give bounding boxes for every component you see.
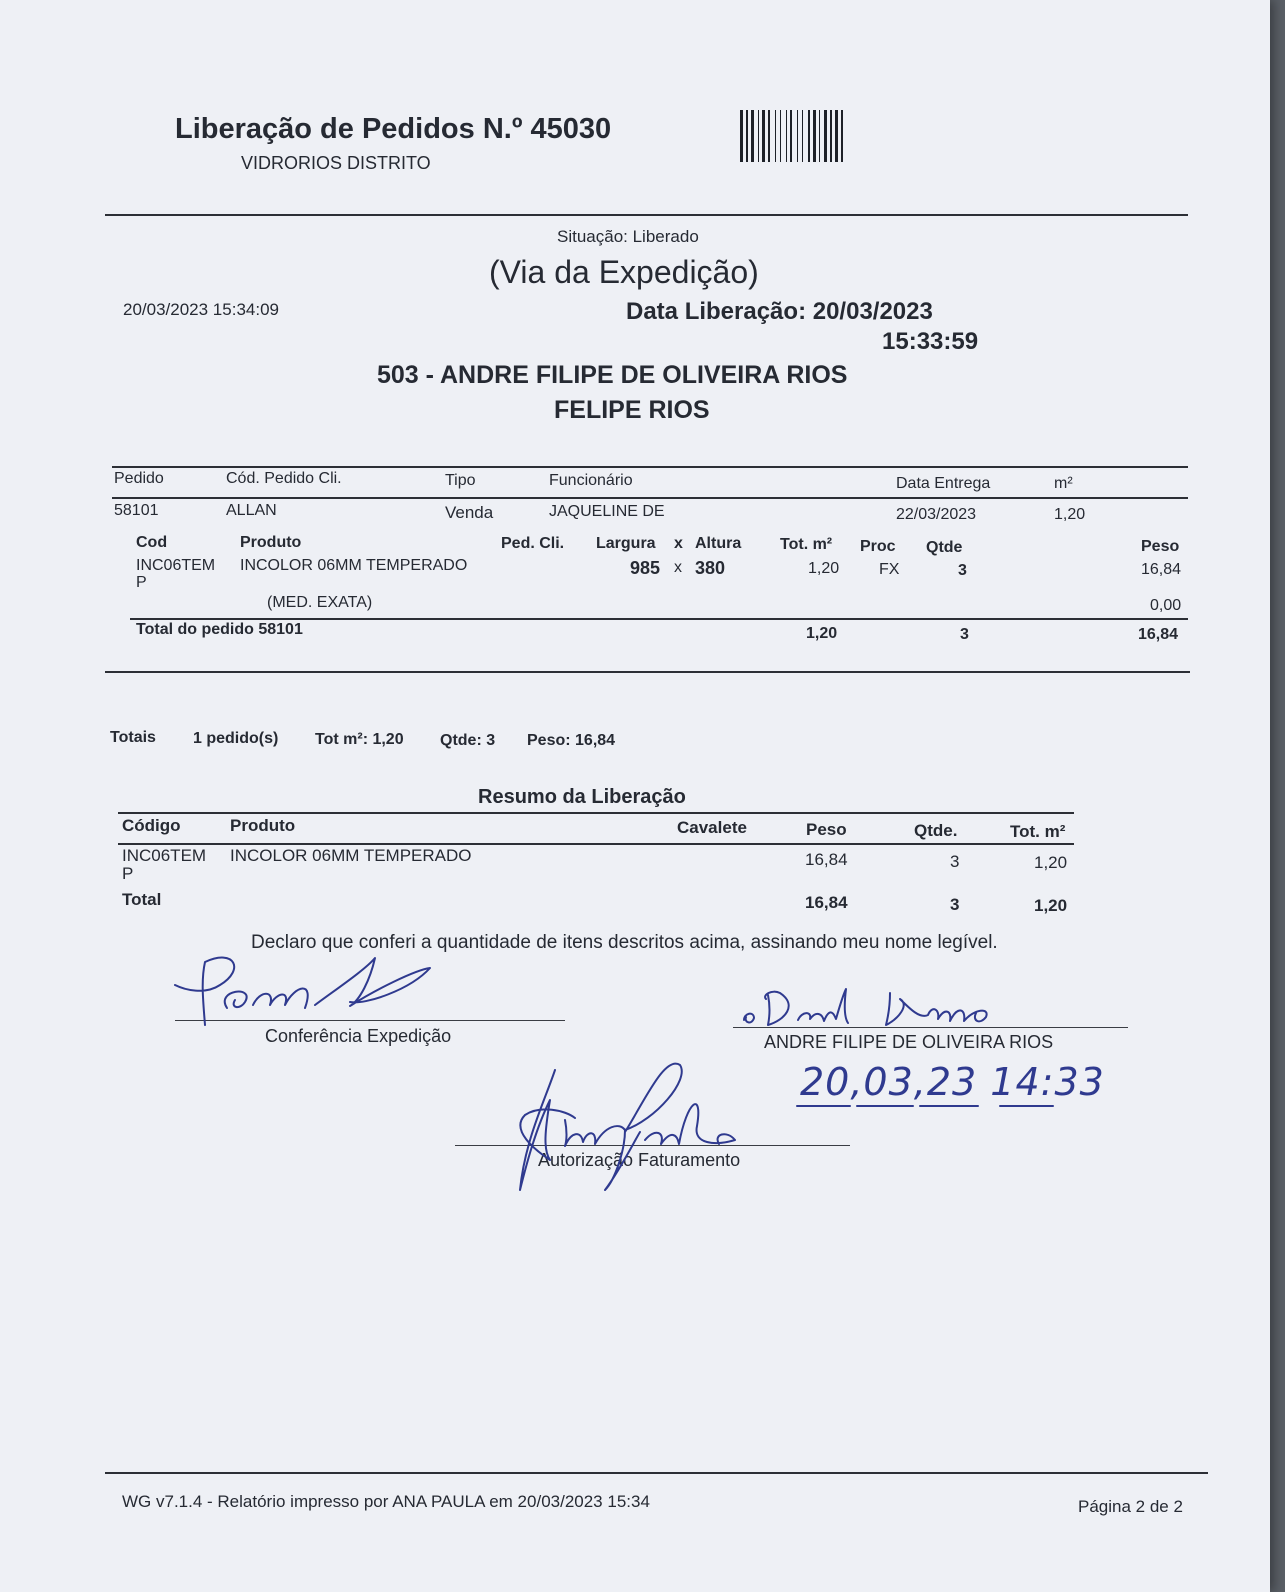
item-produto: INCOLOR 06MM TEMPERADO [240, 557, 468, 574]
item-note: (MED. EXATA) [267, 594, 373, 611]
summary-qtde: 3 [950, 852, 960, 871]
release-date: Data Liberação: 20/03/2023 [626, 298, 933, 325]
item-qtde: 3 [958, 562, 967, 579]
item-cod-line1: INC06TEM [136, 557, 216, 574]
autorizacao-label: Autorização Faturamento [538, 1150, 741, 1170]
summary-header-qtde: Qtde. [914, 821, 958, 840]
col-header-data-entrega: Data Entrega [896, 475, 991, 492]
summary-total-tot-m2: 1,20 [1034, 896, 1068, 915]
summary-peso: 16,84 [805, 850, 848, 869]
order-tipo: Venda [445, 503, 494, 522]
col-header-m2: m² [1054, 475, 1073, 492]
company-name: VIDRORIOS DISTRITO [241, 153, 431, 173]
item-total-rule [130, 618, 1188, 620]
order-pedido: 58101 [114, 502, 159, 519]
cliente-signature [740, 985, 1010, 1030]
totals-qtde: Qtde: 3 [440, 732, 496, 749]
summary-header-tot-m2: Tot. m² [1010, 822, 1066, 841]
order-funcionario: JAQUELINE DE [549, 503, 665, 520]
item-peso: 16,84 [1141, 561, 1182, 578]
order-m2: 1,20 [1054, 506, 1086, 523]
footer-rule [105, 1472, 1208, 1474]
item-header-proc: Proc [860, 538, 896, 555]
item-header-qtde: Qtde [926, 539, 963, 556]
item-header-tot-m2: Tot. m² [780, 536, 833, 553]
summary-total-qtde: 3 [950, 895, 960, 914]
item-header-x: x [674, 535, 683, 552]
footer-printed-by: WG v7.1.4 - Relatório impresso por ANA PAULA em 20/03/2023 15:34 [122, 1492, 650, 1511]
summary-codigo-line1: INC06TEM [122, 846, 207, 865]
document-title: Liberação de Pedidos N.º 45030 [175, 113, 612, 145]
summary-total-peso: 16,84 [805, 893, 848, 912]
client-alias: FELIPE RIOS [554, 396, 710, 424]
summary-header-codigo: Código [122, 816, 181, 835]
order-cod-pedido-cli: ALLAN [226, 502, 277, 519]
barcode [740, 110, 932, 162]
item-header-produto: Produto [240, 534, 302, 551]
col-header-tipo: Tipo [445, 472, 476, 489]
item-largura: 985 [630, 558, 661, 578]
order-total-tot-m2: 1,20 [806, 625, 838, 642]
item-note-peso: 0,00 [1150, 597, 1182, 614]
summary-tot-m2: 1,20 [1034, 853, 1068, 872]
release-time: 15:33:59 [882, 328, 979, 355]
conferencia-signature [165, 950, 455, 1030]
item-tot-m2: 1,20 [808, 560, 840, 577]
client-name: 503 - ANDRE FILIPE DE OLIVEIRA RIOS [377, 361, 848, 389]
cliente-label: ANDRE FILIPE DE OLIVEIRA RIOS [764, 1032, 1054, 1052]
col-header-cod-pedido-cli: Cód. Pedido Cli. [226, 470, 342, 487]
summary-header-produto: Produto [230, 816, 296, 835]
summary-total-label: Total [122, 890, 162, 909]
handwritten-date: 20,03,23 14:33 [800, 1060, 1105, 1104]
order-header-rule [112, 497, 1188, 499]
item-x: x [674, 559, 682, 576]
order-table-top-rule [112, 466, 1188, 468]
totals-pedidos: 1 pedido(s) [193, 730, 279, 747]
totals-tot-m2: Tot m²: 1,20 [315, 731, 404, 748]
totals-peso: Peso: 16,84 [527, 732, 616, 749]
order-total-qtde: 3 [960, 626, 969, 643]
order-data-entrega: 22/03/2023 [896, 506, 977, 523]
item-header-altura: Altura [695, 535, 742, 552]
footer-page-number: Página 2 de 2 [1078, 1497, 1183, 1516]
item-cod-line2: P [136, 574, 147, 591]
handwritten-date-underline [795, 1100, 1115, 1110]
item-header-peso: Peso [1141, 538, 1180, 555]
item-proc: FX [879, 561, 900, 578]
col-header-funcionario: Funcionário [549, 472, 633, 489]
summary-header-rule [118, 843, 1074, 845]
order-total-peso: 16,84 [1138, 626, 1179, 643]
item-header-cod: Cod [136, 534, 168, 551]
copy-type: (Via da Expedição) [489, 254, 759, 290]
summary-title: Resumo da Liberação [478, 786, 686, 808]
summary-header-peso: Peso [806, 820, 847, 839]
situation-status: Situação: Liberado [557, 227, 699, 246]
summary-top-rule [118, 812, 1074, 814]
print-timestamp: 20/03/2023 15:34:09 [123, 300, 279, 319]
summary-produto: INCOLOR 06MM TEMPERADO [230, 846, 472, 865]
autorizacao-signature [505, 1060, 755, 1200]
header-divider [105, 214, 1188, 216]
col-header-pedido: Pedido [114, 470, 164, 487]
order-total-label: Total do pedido 58101 [136, 621, 303, 638]
totals-label: Totais [110, 729, 156, 746]
item-altura: 380 [695, 558, 726, 578]
item-header-largura: Largura [596, 535, 656, 552]
summary-header-cavalete: Cavalete [677, 818, 747, 837]
conferencia-label: Conferência Expedição [265, 1026, 452, 1046]
item-header-ped-cli: Ped. Cli. [501, 535, 565, 552]
summary-codigo-line2: P [122, 864, 134, 883]
order-table-bottom-rule [105, 671, 1190, 673]
declaration-text: Declaro que conferi a quantidade de itens descritos acima, assinando meu nome legível. [251, 932, 998, 953]
